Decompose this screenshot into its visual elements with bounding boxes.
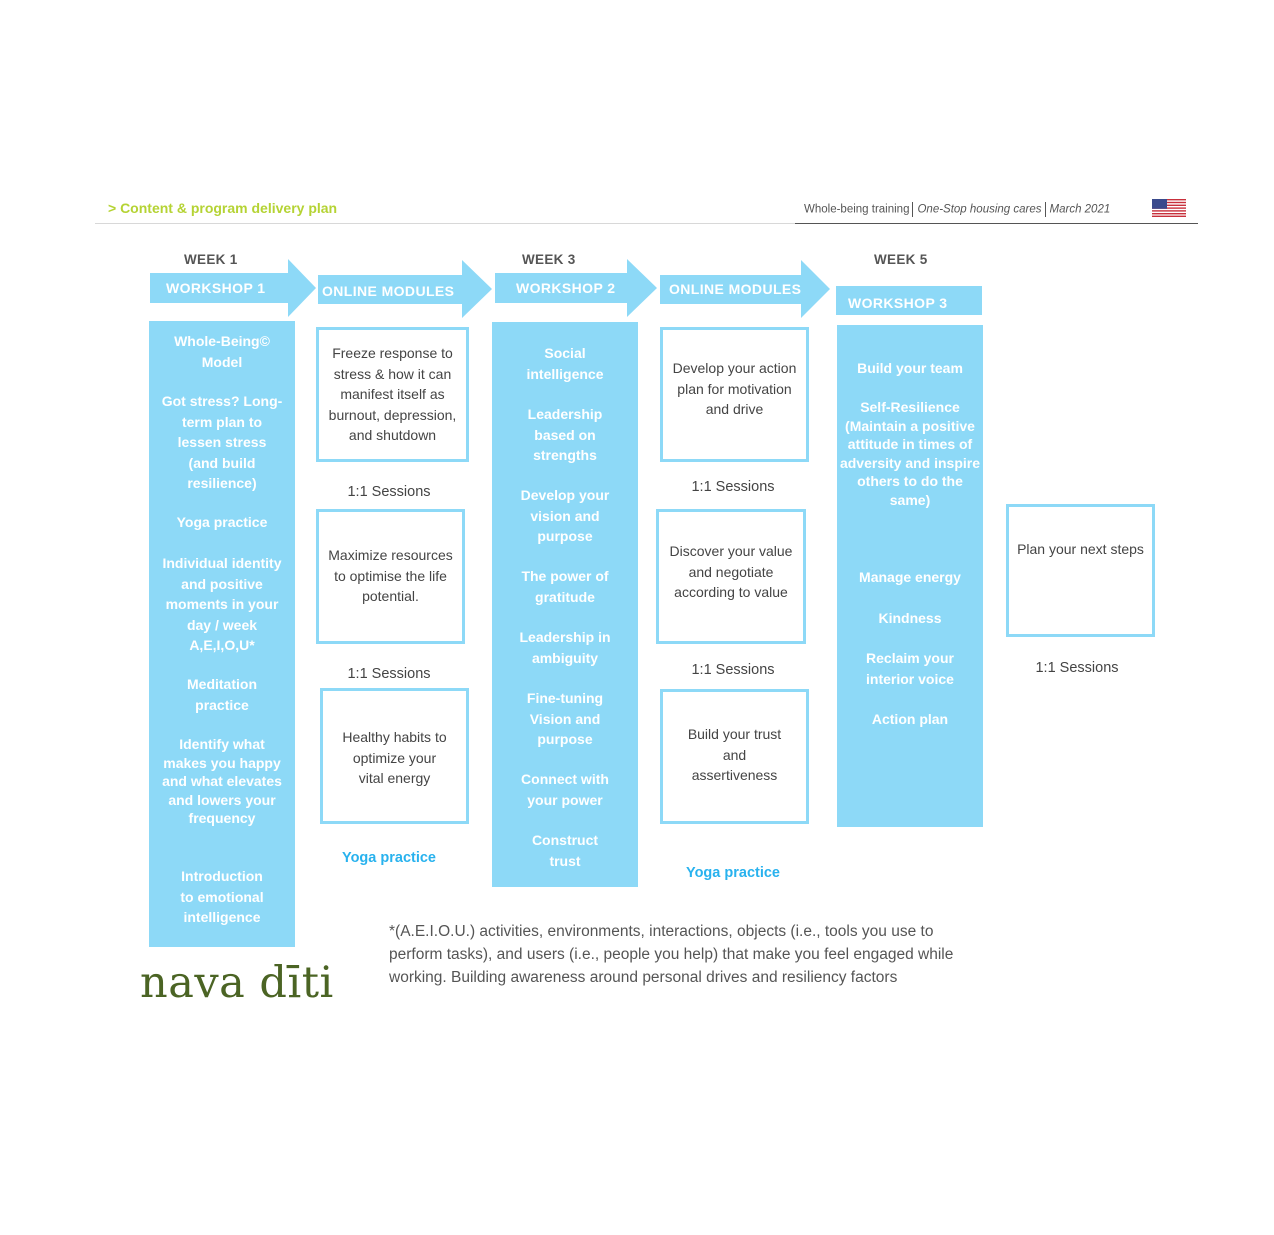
online-1-sessions: 1:1 Sessions [347, 666, 431, 682]
workshop-3-item: Reclaim your interior voice [866, 650, 954, 687]
online-2-box-trust [660, 689, 809, 824]
us-flag-icon [1152, 199, 1186, 217]
workshop-1-item: Identify what makes you happy and what elevates and lowers your frequency [162, 736, 282, 826]
online-2-box-action-plan [660, 327, 809, 462]
online-2-box-text: Discover your value and negotiate according to value [669, 543, 793, 600]
workshop-2-item: Construct trust [531, 832, 599, 869]
online-2-box-text: Build your trust and assertiveness [687, 726, 782, 783]
workshop-3-item: Manage energy [859, 569, 961, 585]
online-1-box-text: Maximize resources to optimise the life potential. [328, 547, 453, 604]
aeiou-footnote: *(A.E.I.O.U.) activities, environments, interactions, objects (i.e., tools you use to perform tasks), and users (i.e., people you help) that make you feel engaged while working. Building awareness around personal drives and resiliency factors [389, 923, 954, 986]
nava-diti-logo: nava dīti [140, 958, 334, 1008]
next-steps-sessions: 1:1 Sessions [1035, 660, 1119, 676]
workshop-2-item: Leadership in ambiguity [519, 629, 611, 666]
workshop-3-column [837, 325, 983, 827]
workshop-3-item: Action plan [871, 711, 949, 727]
online-modules-2-arrow [660, 260, 830, 318]
page-title: > Content & program delivery plan [108, 200, 338, 216]
online-modules-1-arrow [318, 260, 492, 318]
workshop-1-item: Yoga practice [176, 514, 268, 530]
workshop-3-item: Kindness [878, 610, 942, 626]
next-steps-box [1006, 504, 1155, 637]
online-1-box-text: Freeze response to stress & how it can manifest itself as burnout, depression, and shutdown [328, 345, 457, 443]
workshop-2-item: Develop your vision and purpose [520, 487, 610, 544]
workshop-3-item: Build your team [857, 360, 963, 376]
workshop-2-item: Social intelligence [526, 345, 604, 382]
online-1-box-habits [320, 688, 469, 824]
workshop-1-column [149, 321, 295, 947]
online-1-box-resources [316, 509, 465, 644]
next-steps-text: Plan your next steps [1017, 541, 1144, 557]
workshop-3-item: Self-Resilience (Maintain a positive attitude in times of adversity and inspire others to do the same) [839, 399, 981, 508]
online-1-yoga: Yoga practice [341, 850, 437, 866]
workshop-2-item: Fine-tuning Vision and purpose [526, 690, 604, 747]
workshop-2-item: Connect with your power [521, 771, 609, 808]
workshop-3-label: WORKSHOP 3 [848, 294, 948, 311]
meta-client: One-Stop housing cares [917, 203, 1042, 216]
workshop-1-item: Whole-Being© Model [174, 333, 270, 370]
online-2-box-value [656, 509, 806, 644]
online-2-sessions: 1:1 Sessions [691, 479, 775, 495]
week-1-label: WEEK 1 [184, 252, 238, 267]
online-modules-2-label: ONLINE MODULES [669, 281, 802, 297]
workshop-1-arrow [150, 259, 316, 317]
workshop-3-bar [836, 286, 982, 315]
header-meta-underline [795, 223, 1198, 224]
workshop-1-label: WORKSHOP 1 [166, 280, 266, 296]
online-2-sessions: 1:1 Sessions [691, 662, 775, 678]
workshop-2-column [492, 322, 638, 887]
workshop-2-item: Leadership based on strengths [527, 406, 603, 463]
workshop-2-label: WORKSHOP 2 [516, 280, 616, 296]
online-1-box-text: Healthy habits to optimize your vital energy [342, 729, 447, 786]
week-5-label: WEEK 5 [874, 252, 928, 267]
online-2-yoga: Yoga practice [685, 865, 781, 881]
meta-date: March 2021 [1049, 203, 1111, 216]
header-meta [804, 202, 1110, 217]
workshop-1-item: Introduction to emotional intelligence [180, 868, 264, 925]
workshop-2-arrow [495, 259, 657, 317]
online-modules-1-label: ONLINE MODULES [322, 283, 455, 299]
workshop-1-item: Got stress? Long-term plan to lessen stress (and build resilience) [161, 393, 283, 491]
online-1-sessions: 1:1 Sessions [347, 484, 431, 500]
online-1-box-freeze [316, 327, 469, 462]
workshop-2-item: The power of gratitude [521, 568, 609, 605]
workshop-1-item: Meditation practice [187, 676, 257, 713]
online-2-box-text: Develop your action plan for motivation and drive [672, 360, 797, 417]
meta-training: Whole-being training [804, 203, 910, 216]
week-3-label: WEEK 3 [522, 252, 576, 267]
workshop-1-item: Individual identity and positive moments in your day / week A,E,I,O,U* [162, 555, 282, 653]
